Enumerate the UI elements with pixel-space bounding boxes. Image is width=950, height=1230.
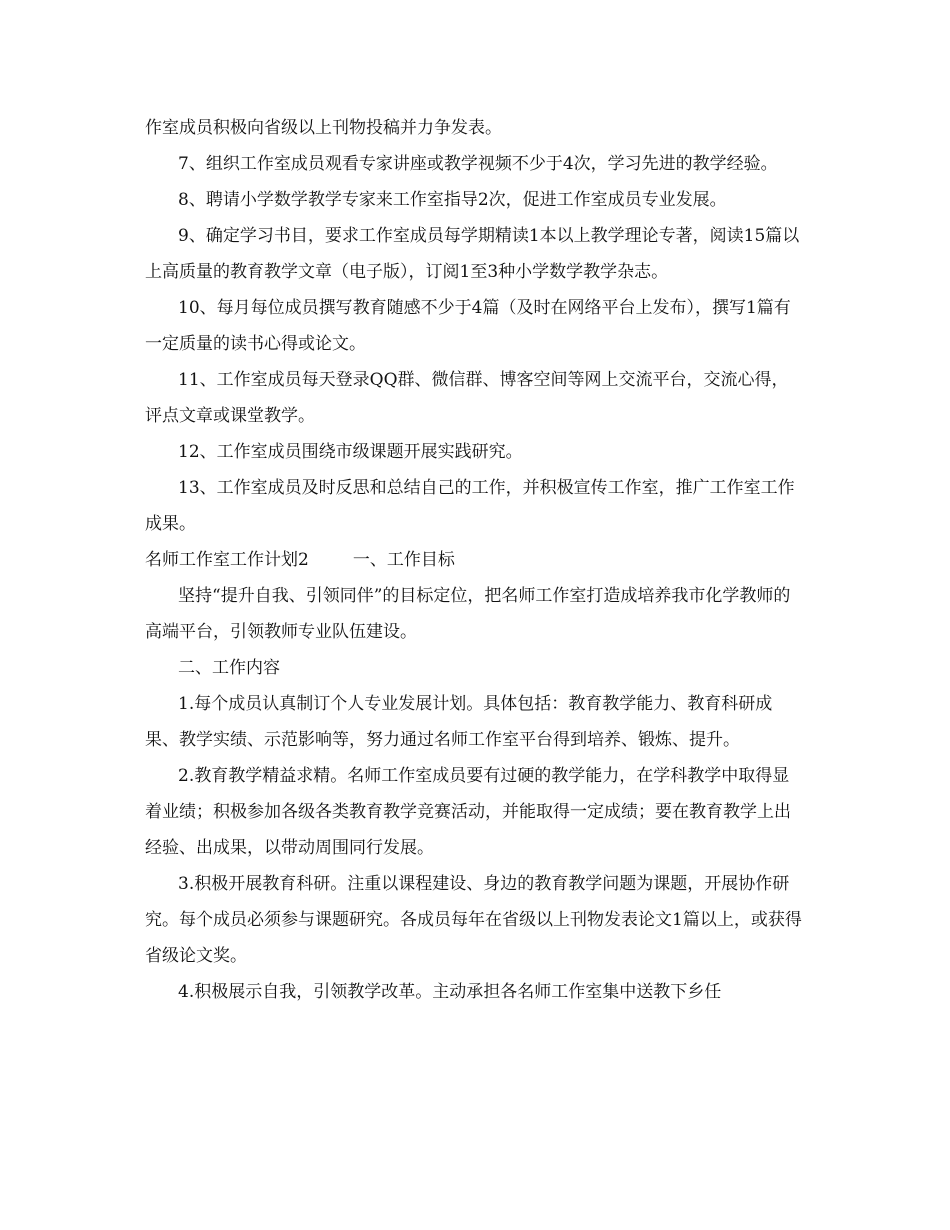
paragraph-item-11: 11、工作室成员每天登录QQ群、微信群、博客空间等网上交流平台，交流心得，评点文章或课堂教学。 <box>145 370 789 426</box>
paragraph-item-13: 13、工作室成员及时反思和总结自己的工作，并积极宣传工作室，推广工作室工作成果。 <box>145 478 795 534</box>
section-heading-goals: 一、工作目标 <box>352 550 455 570</box>
paragraph-goal: 坚持“提升自我、引领同伴”的目标定位，把名师工作室打造成培养我市化学教师的高端平台，引领教师专业队伍建设。 <box>145 586 791 642</box>
plan2-title: 名师工作室工作计划2 <box>145 550 309 570</box>
paragraph-item-10: 10、每月每位成员撰写教育随感不少于4篇（及时在网络平台上发布），撰写1篇有一定质量的读书心得或论文。 <box>145 298 791 354</box>
paragraph-content-4: 4.积极展示自我，引领教学改革。主动承担各名师工作室集中送教下乡任 <box>178 982 722 1002</box>
paragraph-content-3: 3.积极开展教育科研。注重以课程建设、身边的教育教学问题为课题，开展协作研究。每个成员必须参与课题研究。各成员每年在省级以上刊物发表论文1篇以上，或获得省级论文奖。 <box>145 874 802 966</box>
paragraph-content-2: 2.教育教学精益求精。名师工作室成员要有过硬的教学能力，在学科教学中取得显着业绩；积极参加各级各类教育教学竞赛活动，并能取得一定成绩；要在教育教学上出经验、出成果，以带动周围同行发展。 <box>145 766 791 858</box>
paragraph-item-12: 12、工作室成员围绕市级课题开展实践研究。 <box>178 442 523 462</box>
document-body <box>145 110 805 1010</box>
plan-heading-line <box>145 542 805 578</box>
paragraph-content-1: 1.每个成员认真制订个人专业发展计划。具体包括：教育教学能力、教育科研成果、教学实绩、示范影响等，努力通过名师工作室平台得到培养、锻炼、提升。 <box>145 694 773 750</box>
paragraph-item-7: 7、组织工作室成员观看专家讲座或教学视频不少于4次，学习先进的教学经验。 <box>178 154 778 174</box>
paragraph-item-8: 8、聘请小学数学教学专家来工作室指导2次，促进工作室成员专业发展。 <box>178 190 727 210</box>
paragraph-continuation: 作室成员积极向省级以上刊物投稿并力争发表。 <box>145 118 502 138</box>
paragraph-item-9: 9、确定学习书目，要求工作室成员每学期精读1本以上教学理论专著，阅读15篇以上高质量的教育教学文章（电子版），订阅1至3种小学数学教学杂志。 <box>145 226 800 282</box>
section-heading-content: 二、工作内容 <box>178 658 280 678</box>
